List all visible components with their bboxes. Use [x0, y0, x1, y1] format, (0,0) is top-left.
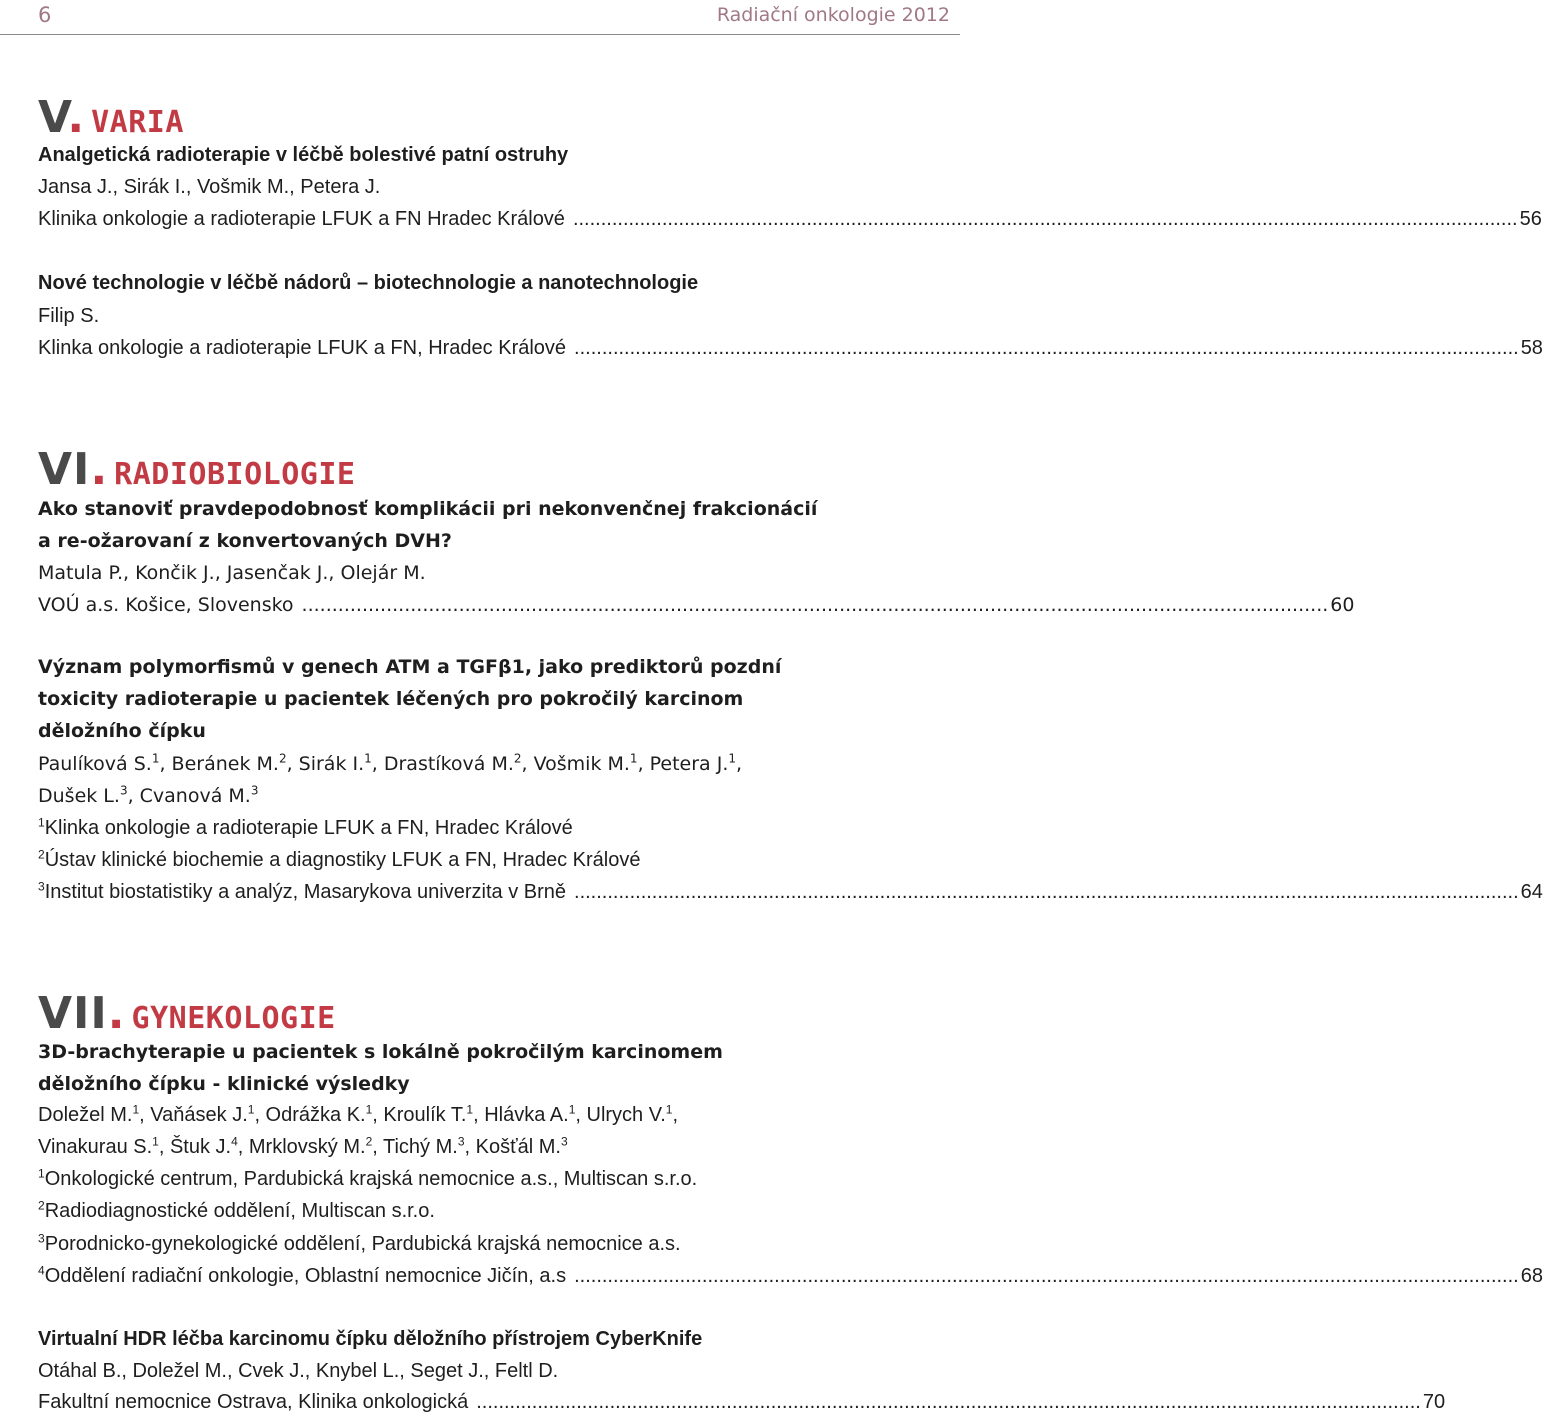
toc-entry-line[interactable] — [38, 337, 1543, 360]
entry-affiliation: $^4$Oddělení radiační onkologie, Oblastní nemocnice Jičín, a.s — [38, 1263, 567, 1287]
leader-dots: .......................................................................................................................................................................... — [574, 337, 1519, 359]
page-ref: 64 — [1520, 881, 1543, 903]
leader-dots: .......................................................................................................................................................................... — [574, 881, 1519, 903]
entry-authors: Jansa J., Sirák I., Vošmik M., Petera J. — [38, 176, 381, 198]
entry-affiliation: Fakultní nemocnice Ostrava, Klinika onkologická — [38, 1391, 469, 1413]
page-ref: 56 — [1519, 208, 1542, 230]
entry-title: Virtualní HDR léčba karcinomu čípku děložního přístrojem CyberKnife — [38, 1328, 703, 1350]
toc-entry-line[interactable] — [38, 879, 1543, 904]
entry-authors: Paulíková S.$^1$, Beránek M.$^2$, Sirák I.$^1$, Drastíková M.$^2$, Vošmik M.$^1$, Petera J.$^1$, — [38, 751, 743, 775]
entry-title: 3D-brachyterapie u pacientek s lokálně pokročilým karcinomem — [38, 1041, 723, 1063]
entry-affiliation: $^1$Onkologické centrum, Pardubická krajská nemocnice a.s., Multiscan s.r.o. — [38, 1166, 698, 1190]
entry-title: děložního čípku — [38, 720, 206, 742]
entry-title: a re-ožarovaní z konvertovaných DVH? — [38, 530, 452, 552]
entry-authors: Otáhal B., Doležel M., Cvek J., Knybel L., Seget J., Feltl D. — [38, 1360, 559, 1382]
entry-title: Význam polymorfismů v genech ATM a TGFβ1, jako prediktorů pozdní — [38, 656, 782, 678]
page-ref: 68 — [1520, 1265, 1543, 1287]
leader-dots: .......................................................................................................................................................................... — [476, 1391, 1421, 1413]
toc-entry-line[interactable] — [38, 208, 1542, 231]
page-ref: 60 — [1330, 594, 1355, 616]
leader-dots: .......................................................................................................................................................................... — [301, 594, 1329, 616]
entry-affiliation: $^2$Ústav klinické biochemie a diagnostiky LFUK a FN, Hradec Králové — [38, 847, 641, 871]
page-ref: 58 — [1520, 337, 1543, 359]
leader-dots: .......................................................................................................................................................................... — [572, 208, 1518, 230]
entry-affiliation: Klinika onkologie a radioterapie LFUK a FN Hradec Králové — [38, 208, 565, 230]
entry-affiliation: $^3$Institut biostatistiky a analýz, Masarykova univerzita v Brně — [38, 879, 567, 903]
entry-title: Analgetická radioterapie v léčbě bolestivé patní ostruhy — [38, 144, 569, 166]
entry-affiliation: VOÚ a.s. Košice, Slovensko — [38, 594, 294, 616]
entry-affiliation: $^3$Porodnicko-gynekologické oddělení, Pardubická krajská nemocnice a.s. — [38, 1231, 681, 1255]
toc-entry-line[interactable] — [38, 1263, 1543, 1288]
page-header — [0, 0, 960, 35]
entry-authors: Matula P., Končik J., Jasenčak J., Olejár M. — [38, 562, 426, 584]
section-heading-v: V. VARIA — [38, 92, 184, 143]
entry-title: Nové technologie v léčbě nádorů – biotechnologie a nanotechnologie — [38, 272, 699, 294]
toc-entry-line[interactable] — [38, 594, 1355, 616]
page-number: 6 — [38, 3, 52, 27]
page-ref: 70 — [1422, 1391, 1446, 1413]
leader-dots: .......................................................................................................................................................................... — [574, 1265, 1519, 1287]
entry-affiliation: $^1$Klinka onkologie a radioterapie LFUK a FN, Hradec Králové — [38, 815, 573, 839]
entry-title: toxicity radioterapie u pacientek léčených pro pokročilý karcinom — [38, 688, 744, 710]
entry-authors: Vinakurau S.$^1$, Štuk J.$^4$, Mrklovský M.$^2$, Tichý M.$^3$, Košťál M.$^3$ — [38, 1134, 568, 1158]
section-heading-vi: VI. RADIOBIOLOGIE — [38, 444, 356, 495]
entry-title: Ako stanoviť pravdepodobnosť komplikácii pri nekonvenčnej frakcionácií — [38, 498, 818, 520]
entry-authors: Dušek L.$^3$, Cvanová M.$^3$ — [38, 783, 259, 807]
toc-entry-line[interactable] — [38, 1391, 1446, 1414]
entry-affiliation: Klinka onkologie a radioterapie LFUK a FN, Hradec Králové — [38, 337, 567, 359]
entry-affiliation: $^2$Radiodiagnostické oddělení, Multiscan s.r.o. — [38, 1198, 435, 1222]
entry-authors: Filip S. — [38, 305, 100, 327]
section-heading-vii: VII. GYNEKOLOGIE — [38, 988, 336, 1039]
running-title: Radiační onkologie 2012 — [716, 4, 950, 26]
entry-title: děložního čípku - klinické výsledky — [38, 1073, 410, 1095]
entry-authors: Doležel M.$^1$, Vaňásek J.$^1$, Odrážka K.$^1$, Kroulík T.$^1$, Hlávka A.$^1$, Ulrych V.$^1$, — [38, 1102, 679, 1126]
